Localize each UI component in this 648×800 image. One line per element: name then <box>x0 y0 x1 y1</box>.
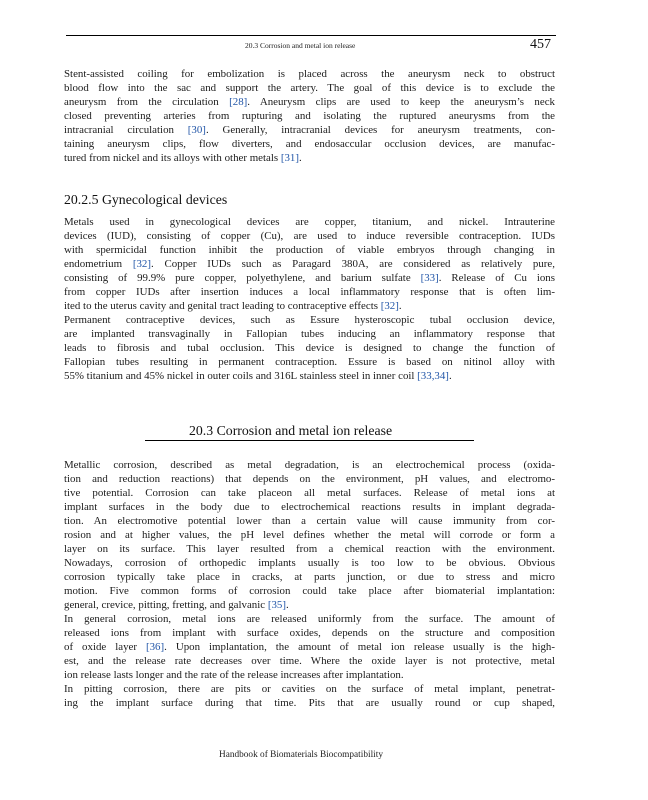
text-line: In pitting corrosion, there are pits or cavities on the surface of metal implant, penetrat- <box>64 683 555 695</box>
text-line: Stent-assisted coiling for embolization is placed across the aneurysm neck to obstruct <box>64 68 555 80</box>
citation-link-33-34[interactable]: [33,34] <box>417 370 449 382</box>
text-line: motion. Five common forms of corrosion could take place after biomaterial implantation: <box>64 585 555 597</box>
text-line: endometrium [32]. Copper IUDs such as Paragard 380A, are considered as relatively pure, <box>64 258 555 270</box>
text-line: Permanent contraceptive devices, such as Essure hysteroscopic tubal occlusion device, <box>64 314 555 326</box>
text-line: ing the implant surface during that time. Pits that are usually round or cup shaped, <box>64 697 555 709</box>
citation-link-35[interactable]: [35] <box>267 599 286 611</box>
text-line: implant surfaces in the body due to electrochemical reactions results in implant degrada- <box>64 501 555 513</box>
text-line: rosion and at higher values, the pH level defines whether the metal will corrode or form a <box>64 529 555 541</box>
citation-link-32[interactable]: [32] <box>132 258 151 270</box>
text-line: devices (IUD), consisting of copper (Cu), are used to induce reversible contraception. IUDs <box>64 230 555 242</box>
text-line: aneurysm from the circulation [28]. Aneurysm clips are used to keep the aneurysm’s neck <box>64 96 555 108</box>
citation-link-32[interactable]: [32] <box>380 300 399 312</box>
text-line: tion. An electromotive potential lower than a certain value will cause immunity from cor- <box>64 515 555 527</box>
section-heading-rule <box>145 440 474 441</box>
text-line: ited to the uterus cavity and genital tract leading to contraceptive effects [32]. <box>64 300 402 312</box>
text-line: ion release lasts longer and the rate of the release increases after implantation. <box>64 669 404 681</box>
text-line: with spermicidal function inhibit the production of viable embryos through changing in <box>64 244 555 256</box>
text-line: layer on its surface. This layer resulted from a chemical reaction with the environment. <box>64 543 555 555</box>
text-line: from copper IUDs after insertion induces a local inflammatory response that is often lim- <box>64 286 555 298</box>
text-line: taining aneurysm clips, flow diverters, and endosaccular occlusion devices, are manufac- <box>64 138 555 150</box>
paragraph-permanent-contraceptive <box>64 313 555 383</box>
text-line: Nowadays, corrosion of orthopedic implants usually is too low to be obvious. Obvious <box>64 557 555 569</box>
text-line: released ions from implant with surface oxides, depends on the structure and composition <box>64 627 555 639</box>
section-heading-corrosion: 20.3 Corrosion and metal ion release <box>189 423 393 438</box>
citation-link-36[interactable]: [36] <box>145 641 165 653</box>
footer-book-title: Handbook of Biomaterials Biocompatibility <box>219 750 383 760</box>
text-line: general, crevice, pitting, fretting, and galvanic [35]. <box>64 599 289 611</box>
citation-link-28[interactable]: [28] <box>229 96 248 108</box>
paragraph-stent-coiling <box>64 67 555 165</box>
text-line: tion and reduction reactions) that depends on the environment, pH values, and electromo- <box>64 473 555 485</box>
header-rule <box>66 35 556 36</box>
text-line: Metals used in gynecological devices are copper, titanium, and nickel. Intrauterine <box>64 216 555 228</box>
section-heading-gynecological: 20.2.5 Gynecological devices <box>64 192 228 207</box>
text-line: blood flow into the sac and support the artery. The goal of this device is to exclude the <box>64 82 555 94</box>
text-line: leads to fibrosis and tubal occlusion. This device is designed to change the function of <box>64 342 555 354</box>
text-line: are implanted transvaginally in Fallopian tubes inducing an inflammatory response that <box>64 328 555 340</box>
text-line: intracranial circulation [30]. Generally, intracranial devices for aneurysm treatments, con- <box>64 124 555 136</box>
text-line: Metallic corrosion, described as metal degradation, is an electrochemical process (oxida- <box>64 459 555 471</box>
text-line: closed preventing arteries from rupturing and isolating the ruptured aneurysms from the <box>64 110 555 122</box>
paragraph-general-corrosion <box>64 612 555 682</box>
citation-link-30[interactable]: [30] <box>187 124 206 136</box>
text-line: tured from nickel and its alloys with other metals [31]. <box>64 152 302 164</box>
text-line: corrosion typically take place in cracks, at parts junction, or due to stress and micro <box>64 571 555 583</box>
running-head: 20.3 Corrosion and metal ion release <box>245 41 356 50</box>
text-line: 55% titanium and 45% nickel in outer coils and 316L stainless steel in inner coil [33,34]. <box>64 370 452 382</box>
citation-link-31[interactable]: [31] <box>280 152 300 164</box>
paragraph-pitting-corrosion <box>64 682 555 710</box>
text-line: In general corrosion, metal ions are released uniformly from the surface. The amount of <box>64 613 555 625</box>
text-line: Fallopian tubes resulting in permanent contraception. Essure is based on nitinol alloy with <box>64 356 555 368</box>
text-line: est, and the release rate decreases over time. Where the oxide layer is not protective, metal <box>64 655 555 667</box>
paragraph-gynecological-metals <box>64 215 555 313</box>
paragraph-metallic-corrosion <box>64 458 555 612</box>
page-number: 457 <box>530 37 551 52</box>
text-line: consisting of 99.9% pure copper, polyethylene, and barium sulfate [33]. Release of Cu ions <box>64 272 555 284</box>
text-line: of oxide layer [36]. Upon implantation, the amount of metal ion release usually is the high- <box>64 641 555 653</box>
text-line: tive potential. Corrosion can take placeon all metal surfaces. Release of metal ions at <box>64 487 555 499</box>
citation-link-33[interactable]: [33] <box>420 272 439 284</box>
